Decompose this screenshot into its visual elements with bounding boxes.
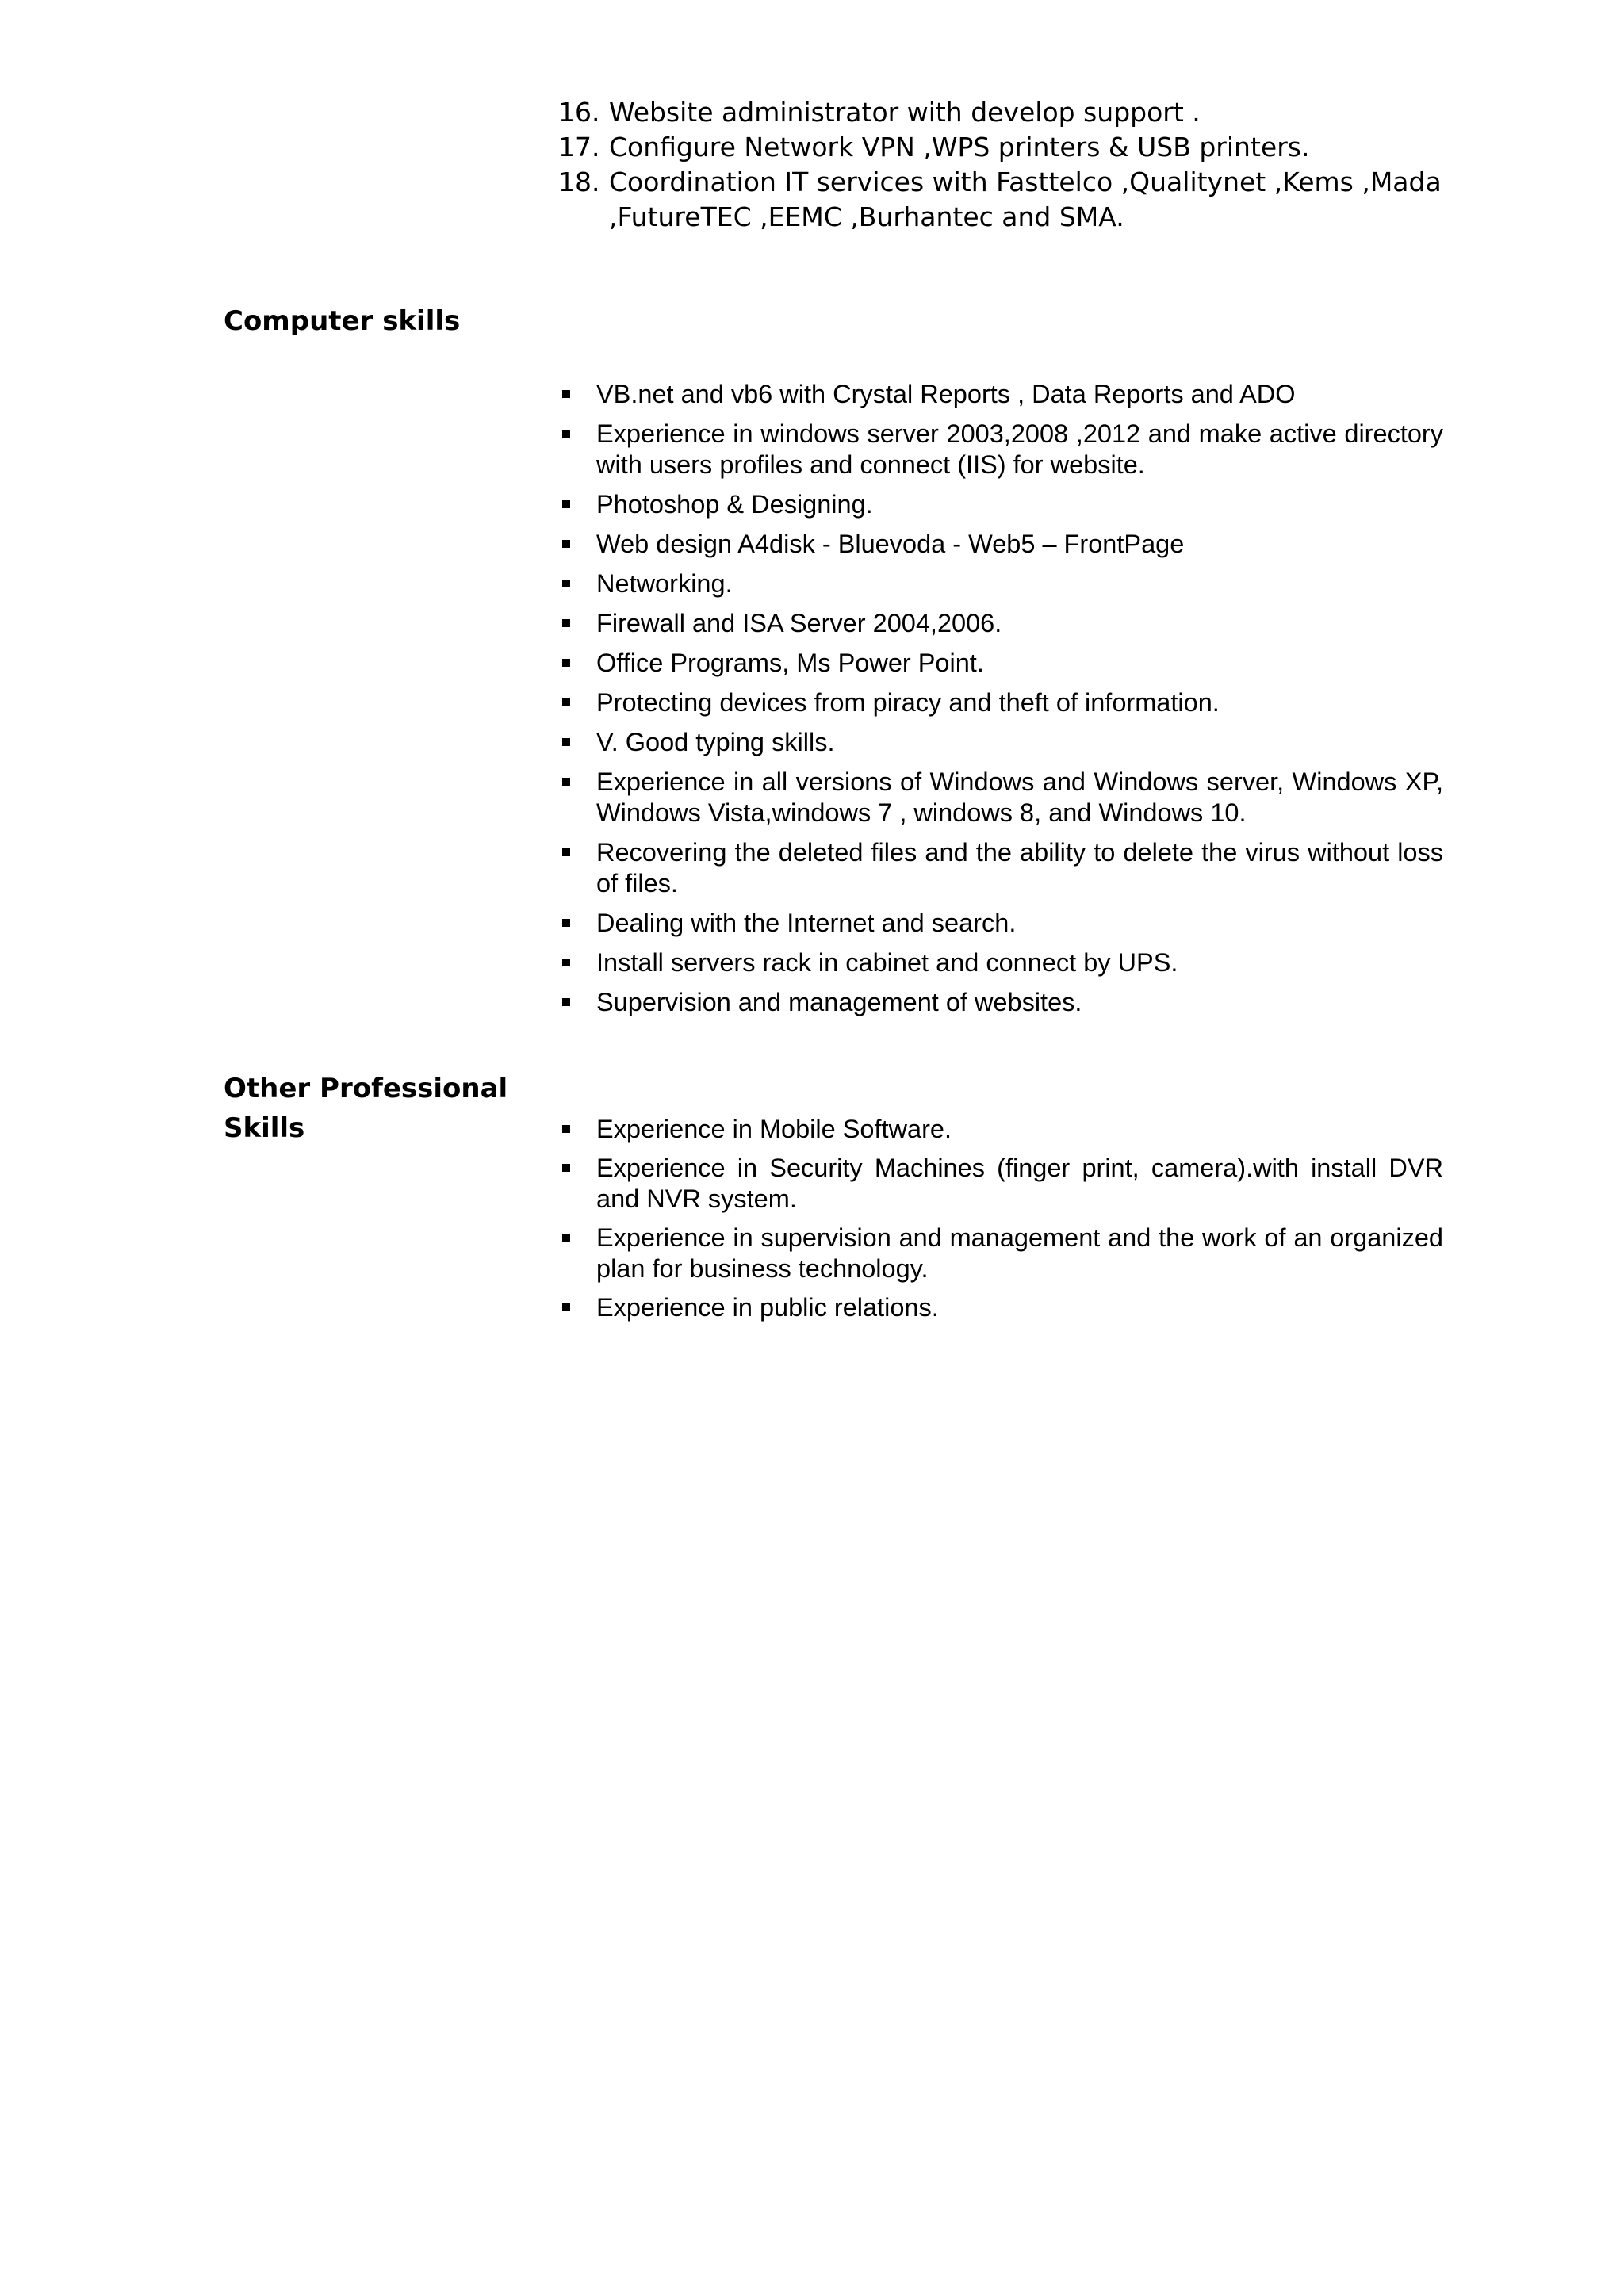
- list-item: Experience in supervision and management and the work of an organized plan for business technology.: [558, 1223, 1443, 1284]
- duty-text: Coordination IT services with Fasttelco ,Qualitynet ,Kems ,Mada ,FutureTEC ,EEMC ,Burhantec and SMA.: [609, 166, 1442, 232]
- duty-item: [558, 130, 1462, 165]
- list-item: Web design A4disk - Bluevoda - Web5 – FrontPage: [558, 529, 1443, 560]
- list-item: Experience in all versions of Windows and Windows server, Windows XP, Windows Vista,windows 7 , windows 8, and Windows 10.: [558, 767, 1443, 828]
- duty-text: Website administrator with develop support .: [609, 97, 1201, 128]
- duty-text: Configure Network VPN ,WPS printers & USB printers.: [609, 132, 1310, 163]
- list-item: Experience in Security Machines (finger print, camera).with install DVR and NVR system.: [558, 1153, 1443, 1215]
- list-item: Install servers rack in cabinet and connect by UPS.: [558, 947, 1443, 978]
- list-item: Dealing with the Internet and search.: [558, 908, 1443, 939]
- duties-list: [558, 95, 1462, 235]
- list-item: Experience in windows server 2003,2008 ,2012 and make active directory with users profiles and connect (IIS) for website.: [558, 419, 1443, 480]
- list-item: VB.net and vb6 with Crystal Reports , Data Reports and ADO: [558, 379, 1443, 410]
- list-item: Office Programs, Ms Power Point.: [558, 648, 1443, 679]
- list-item: Protecting devices from piracy and theft of information.: [558, 687, 1443, 718]
- other-skills-list: [558, 1114, 1443, 1331]
- duty-number: 17.: [558, 132, 600, 163]
- duty-item: [558, 165, 1462, 235]
- list-item: Supervision and management of websites.: [558, 987, 1443, 1018]
- other-skills-heading: Other Professional Skills: [224, 1073, 508, 1144]
- list-item: Experience in public relations.: [558, 1292, 1443, 1323]
- duty-number: 16.: [558, 97, 600, 128]
- computer-skills-heading: Computer skills: [224, 305, 461, 337]
- list-item: Photoshop & Designing.: [558, 489, 1443, 520]
- list-item: Networking.: [558, 568, 1443, 599]
- list-item: Recovering the deleted files and the ability to delete the virus without loss of files.: [558, 837, 1443, 899]
- list-item: V. Good typing skills.: [558, 727, 1443, 758]
- computer-skills-list: [558, 379, 1443, 1027]
- list-item: Experience in Mobile Software.: [558, 1114, 1443, 1145]
- duty-item: [558, 95, 1462, 130]
- duty-number: 18.: [558, 166, 600, 197]
- list-item: Firewall and ISA Server 2004,2006.: [558, 608, 1443, 639]
